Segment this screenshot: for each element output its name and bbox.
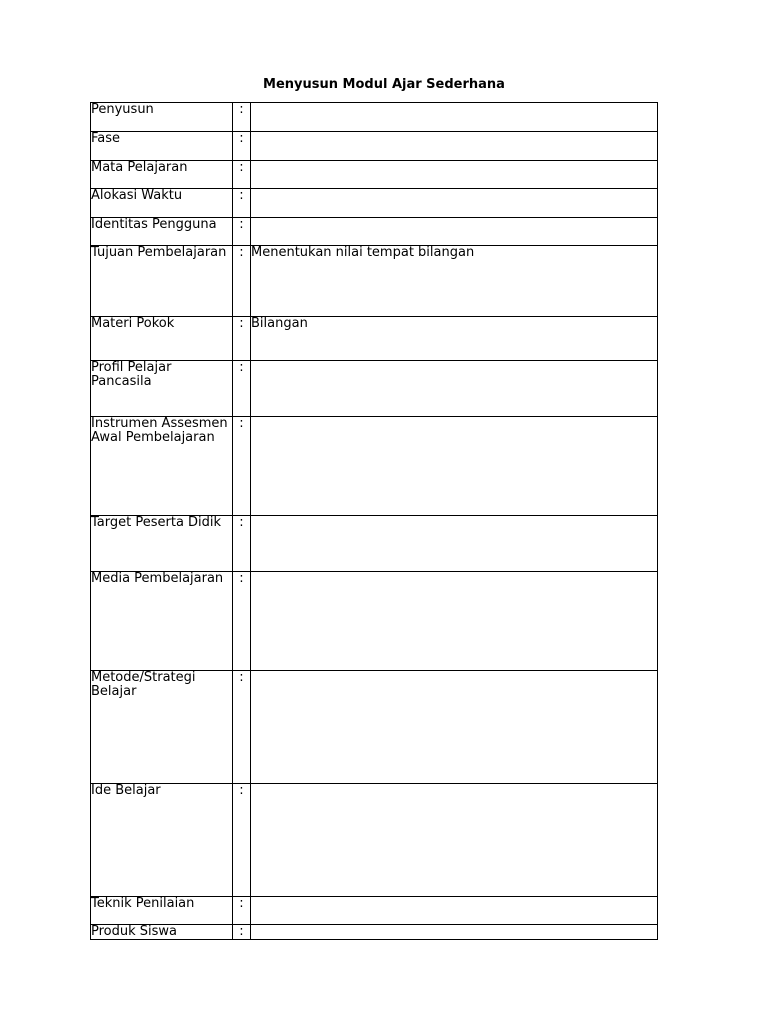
table-row-alokasi-waktu — [91, 189, 658, 218]
row-value: Menentukan nilai tempat bilangan — [251, 246, 658, 317]
table-row-target-peserta-didik — [91, 516, 658, 572]
row-colon: : — [233, 218, 251, 246]
table-row-profil-pelajar-pancasila — [91, 361, 658, 417]
table-row-fase — [91, 132, 658, 161]
row-value — [251, 361, 658, 417]
row-label: Tujuan Pembelajaran — [91, 246, 233, 317]
row-label: Teknik Penilaian — [91, 897, 233, 925]
row-colon: : — [233, 572, 251, 671]
row-colon: : — [233, 161, 251, 189]
row-label: Produk Siswa — [91, 925, 233, 940]
module-form-table — [90, 102, 658, 940]
row-value — [251, 189, 658, 218]
row-label: Target Peserta Didik — [91, 516, 233, 572]
row-value — [251, 671, 658, 784]
row-colon: : — [233, 417, 251, 516]
row-label: Penyusun — [91, 103, 233, 132]
row-value — [251, 103, 658, 132]
row-label: Instrumen Assesmen Awal Pembelajaran — [91, 417, 233, 516]
row-colon: : — [233, 317, 251, 361]
table-row-tujuan-pembelajaran — [91, 246, 658, 317]
row-label: Alokasi Waktu — [91, 189, 233, 218]
row-value — [251, 516, 658, 572]
row-colon: : — [233, 189, 251, 218]
row-label: Fase — [91, 132, 233, 161]
row-colon: : — [233, 925, 251, 940]
row-colon: : — [233, 897, 251, 925]
table-row-materi-pokok — [91, 317, 658, 361]
row-label: Mata Pelajaran — [91, 161, 233, 189]
row-colon: : — [233, 103, 251, 132]
table-row-produk-siswa — [91, 925, 658, 940]
table-row-media-pembelajaran — [91, 572, 658, 671]
table-row-mata-pelajaran — [91, 161, 658, 189]
row-value — [251, 132, 658, 161]
table-row-teknik-penilaian — [91, 897, 658, 925]
row-value — [251, 897, 658, 925]
table-row-ide-belajar — [91, 784, 658, 897]
row-colon: : — [233, 784, 251, 897]
row-label: Identitas Pengguna — [91, 218, 233, 246]
row-colon: : — [233, 132, 251, 161]
row-label: Ide Belajar — [91, 784, 233, 897]
table-row-instrumen-assesmen — [91, 417, 658, 516]
row-value: Bilangan — [251, 317, 658, 361]
row-value — [251, 784, 658, 897]
row-colon: : — [233, 361, 251, 417]
row-colon: : — [233, 516, 251, 572]
row-label: Materi Pokok — [91, 317, 233, 361]
table-row-identitas-pengguna — [91, 218, 658, 246]
row-value — [251, 417, 658, 516]
row-label: Profil Pelajar Pancasila — [91, 361, 233, 417]
row-label: Media Pembelajaran — [91, 572, 233, 671]
row-value — [251, 572, 658, 671]
row-colon: : — [233, 671, 251, 784]
page-title: Menyusun Modul Ajar Sederhana — [263, 77, 505, 92]
row-value — [251, 161, 658, 189]
table-row-penyusun — [91, 103, 658, 132]
row-value — [251, 925, 658, 940]
row-label: Metode/Strategi Belajar — [91, 671, 233, 784]
row-value — [251, 218, 658, 246]
row-colon: : — [233, 246, 251, 317]
table-row-metode-strategi — [91, 671, 658, 784]
